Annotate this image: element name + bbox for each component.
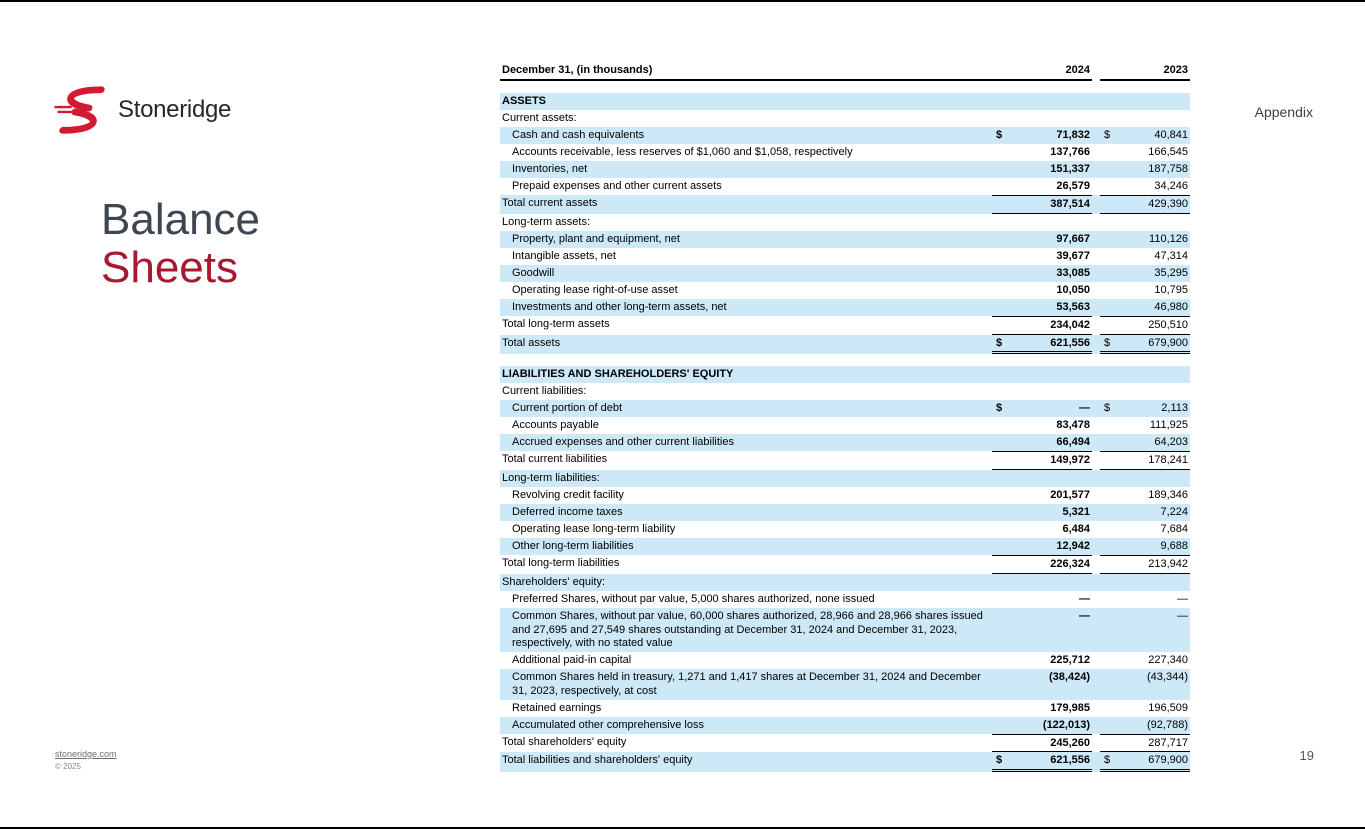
table-row bbox=[500, 231, 1190, 248]
row-label: Property, plant and equipment, net bbox=[512, 232, 680, 245]
column-gap bbox=[1092, 144, 1100, 161]
column-gap bbox=[1092, 335, 1100, 355]
amount: — bbox=[1079, 592, 1090, 605]
title-line-sheets: Sheets bbox=[101, 242, 238, 292]
column-gap bbox=[1092, 434, 1100, 451]
row-value-2023 bbox=[1100, 400, 1190, 417]
table-row bbox=[500, 383, 1190, 400]
row-label: Additional paid-in capital bbox=[512, 654, 632, 666]
table-row bbox=[500, 144, 1190, 161]
amount: 179,985 bbox=[1050, 701, 1090, 714]
row-value-2024 bbox=[992, 608, 1092, 652]
row-label: ASSETS bbox=[502, 95, 547, 107]
column-gap bbox=[1092, 538, 1100, 555]
table-row bbox=[500, 574, 1190, 591]
row-label: Preferred Shares, without par value, 5,000 shares authorized, none issued bbox=[512, 592, 875, 605]
amount: (38,424) bbox=[1049, 671, 1090, 683]
table-header-year-2024: 2024 bbox=[992, 62, 1092, 81]
row-value-2023 bbox=[1100, 161, 1190, 178]
amount: 196,509 bbox=[1148, 701, 1188, 714]
row-value-2024 bbox=[992, 434, 1092, 451]
table-row bbox=[500, 178, 1190, 195]
row-value-2023 bbox=[1100, 555, 1190, 574]
table-header-label: December 31, (in thousands) bbox=[500, 62, 992, 81]
row-value-2023 bbox=[1100, 752, 1190, 772]
row-value-2024 bbox=[992, 282, 1092, 299]
row-label: Prepaid expenses and other current assets bbox=[512, 180, 722, 192]
slide-footer bbox=[55, 748, 117, 773]
amount: (43,344) bbox=[1147, 671, 1188, 683]
amount: 71,832 bbox=[1056, 129, 1090, 141]
column-gap bbox=[1092, 504, 1100, 521]
column-gap bbox=[1092, 451, 1100, 470]
table-row bbox=[500, 434, 1190, 451]
column-gap bbox=[1092, 127, 1100, 144]
row-label: Long-term liabilities: bbox=[502, 472, 600, 484]
row-value-2023 bbox=[1100, 652, 1190, 669]
amount: 35,295 bbox=[1154, 266, 1188, 279]
balance-sheet-table bbox=[500, 62, 1190, 772]
row-value-2024 bbox=[992, 195, 1092, 214]
table-row bbox=[500, 400, 1190, 417]
amount: 12,942 bbox=[1056, 540, 1090, 552]
row-label: Total assets bbox=[502, 336, 561, 349]
row-label: Total long-term liabilities bbox=[502, 557, 620, 569]
brand-name: Stoneridge bbox=[118, 96, 232, 123]
amount: 621,556 bbox=[1050, 336, 1090, 349]
table-row bbox=[500, 700, 1190, 717]
column-gap bbox=[1092, 652, 1100, 669]
amount: (92,788) bbox=[1147, 718, 1188, 731]
amount: 97,667 bbox=[1056, 232, 1090, 245]
row-value-2024 bbox=[992, 214, 1092, 231]
row-label: Goodwill bbox=[512, 266, 555, 279]
amount: 178,241 bbox=[1148, 454, 1188, 467]
table-row bbox=[500, 214, 1190, 231]
row-value-2024 bbox=[992, 591, 1092, 608]
amount: 64,203 bbox=[1154, 436, 1188, 449]
stoneridge-website-link[interactable]: stoneridge.com bbox=[55, 749, 117, 759]
balance-sheet-rows bbox=[500, 93, 1190, 772]
amount: 2,113 bbox=[1161, 402, 1188, 415]
column-gap bbox=[1092, 521, 1100, 538]
amount: 250,510 bbox=[1148, 318, 1188, 331]
row-label: Total long-term assets bbox=[502, 317, 610, 330]
table-row bbox=[500, 717, 1190, 734]
row-value-2023 bbox=[1100, 93, 1190, 110]
table-row bbox=[500, 93, 1190, 110]
column-gap bbox=[1092, 717, 1100, 734]
row-value-2024 bbox=[992, 93, 1092, 110]
amount: 387,514 bbox=[1050, 198, 1090, 210]
amount: (122,013) bbox=[1042, 718, 1090, 731]
row-value-2023 bbox=[1100, 335, 1190, 355]
row-value-2023 bbox=[1100, 178, 1190, 195]
row-label: Long-term assets: bbox=[502, 215, 591, 228]
row-value-2023 bbox=[1100, 487, 1190, 504]
amount: 166,545 bbox=[1148, 146, 1188, 158]
column-gap bbox=[1092, 574, 1100, 591]
currency-symbol: $ bbox=[996, 336, 1003, 349]
row-label: Intangible assets, net bbox=[512, 249, 616, 262]
table-row bbox=[500, 752, 1190, 772]
row-label: Cash and cash equivalents bbox=[512, 129, 645, 141]
row-value-2023 bbox=[1100, 591, 1190, 608]
copyright-text: © 2025 bbox=[55, 762, 81, 772]
section-spacer bbox=[500, 354, 1190, 366]
header-spacer bbox=[500, 81, 1190, 93]
amount: 7,684 bbox=[1160, 523, 1188, 535]
row-value-2024 bbox=[992, 652, 1092, 669]
table-row bbox=[500, 248, 1190, 265]
row-label: Accumulated other comprehensive loss bbox=[512, 718, 704, 731]
table-row bbox=[500, 652, 1190, 669]
row-value-2023 bbox=[1100, 231, 1190, 248]
amount: 137,766 bbox=[1050, 146, 1090, 158]
row-value-2024 bbox=[992, 178, 1092, 195]
amount: 679,900 bbox=[1148, 754, 1188, 767]
table-row bbox=[500, 335, 1190, 355]
amount: 46,980 bbox=[1154, 300, 1188, 313]
amount: 7,224 bbox=[1160, 506, 1188, 518]
row-value-2024 bbox=[992, 487, 1092, 504]
row-value-2024 bbox=[992, 521, 1092, 538]
column-gap bbox=[1092, 752, 1100, 772]
row-value-2024 bbox=[992, 417, 1092, 434]
amount: 189,346 bbox=[1148, 489, 1188, 501]
amount: 110,126 bbox=[1149, 232, 1188, 245]
table-row bbox=[500, 521, 1190, 538]
row-value-2024 bbox=[992, 316, 1092, 335]
row-value-2023 bbox=[1100, 538, 1190, 555]
stoneridge-logo bbox=[52, 82, 231, 138]
stoneridge-swoosh-icon bbox=[52, 82, 114, 138]
amount: 234,042 bbox=[1050, 318, 1090, 331]
column-gap bbox=[1092, 400, 1100, 417]
table-row bbox=[500, 161, 1190, 178]
row-label: Accounts receivable, less reserves of $1,060 and $1,058, respectively bbox=[512, 146, 853, 158]
column-gap bbox=[1092, 470, 1100, 487]
row-label: Inventories, net bbox=[512, 163, 588, 175]
column-gap bbox=[1092, 110, 1100, 127]
column-gap bbox=[1092, 734, 1100, 753]
table-row bbox=[500, 366, 1190, 383]
amount: 33,085 bbox=[1056, 266, 1090, 279]
row-value-2024 bbox=[992, 366, 1092, 383]
column-gap bbox=[1092, 231, 1100, 248]
amount: 34,246 bbox=[1154, 180, 1188, 192]
amount: 53,563 bbox=[1056, 300, 1090, 313]
table-row bbox=[500, 127, 1190, 144]
row-label: Current assets: bbox=[502, 112, 577, 124]
column-gap bbox=[1092, 487, 1100, 504]
row-value-2024 bbox=[992, 110, 1092, 127]
amount: 26,579 bbox=[1056, 180, 1090, 192]
row-value-2024 bbox=[992, 734, 1092, 753]
amount: — bbox=[1079, 609, 1090, 622]
title-line-balance: Balance bbox=[101, 195, 261, 244]
row-label: Shareholders' equity: bbox=[502, 575, 605, 588]
column-gap bbox=[1092, 366, 1100, 383]
amount: 227,340 bbox=[1148, 654, 1188, 666]
row-value-2023 bbox=[1100, 299, 1190, 316]
row-value-2024 bbox=[992, 265, 1092, 282]
amount: 5,321 bbox=[1062, 506, 1090, 518]
table-row bbox=[500, 669, 1190, 700]
row-value-2023 bbox=[1100, 434, 1190, 451]
row-label: Total liabilities and shareholders' equity bbox=[502, 754, 693, 767]
row-value-2023 bbox=[1100, 417, 1190, 434]
row-value-2024 bbox=[992, 231, 1092, 248]
table-row bbox=[500, 299, 1190, 316]
row-value-2024 bbox=[992, 717, 1092, 734]
column-gap bbox=[1092, 282, 1100, 299]
currency-symbol: $ bbox=[1104, 336, 1111, 349]
table-row bbox=[500, 591, 1190, 608]
row-value-2023 bbox=[1100, 316, 1190, 335]
column-gap bbox=[1092, 161, 1100, 178]
row-label: Total current liabilities bbox=[502, 453, 608, 466]
amount: 225,712 bbox=[1050, 654, 1090, 666]
row-label: Accounts payable bbox=[512, 419, 599, 432]
row-label: Current portion of debt bbox=[512, 402, 623, 415]
amount: 6,484 bbox=[1062, 523, 1090, 535]
row-value-2024 bbox=[992, 669, 1092, 700]
row-value-2023 bbox=[1100, 700, 1190, 717]
column-gap bbox=[1092, 608, 1100, 652]
table-row bbox=[500, 282, 1190, 299]
currency-symbol: $ bbox=[1104, 129, 1111, 141]
row-value-2024 bbox=[992, 555, 1092, 574]
row-value-2023 bbox=[1100, 608, 1190, 652]
amount: 83,478 bbox=[1056, 419, 1090, 432]
amount: 679,900 bbox=[1148, 336, 1188, 349]
row-value-2023 bbox=[1100, 574, 1190, 591]
row-value-2024 bbox=[992, 335, 1092, 355]
row-value-2023 bbox=[1100, 110, 1190, 127]
row-label: Deferred income taxes bbox=[512, 506, 623, 518]
page-number: 19 bbox=[1299, 748, 1314, 763]
column-gap bbox=[1092, 669, 1100, 700]
appendix-label: Appendix bbox=[1254, 104, 1313, 120]
table-row bbox=[500, 265, 1190, 282]
table-header-row bbox=[500, 62, 1190, 81]
table-row bbox=[500, 538, 1190, 555]
table-row bbox=[500, 555, 1190, 574]
column-gap bbox=[1092, 265, 1100, 282]
column-gap bbox=[1092, 195, 1100, 214]
amount: 149,972 bbox=[1050, 454, 1090, 467]
amount: 151,337 bbox=[1050, 163, 1090, 175]
column-gap bbox=[1092, 383, 1100, 400]
row-value-2024 bbox=[992, 144, 1092, 161]
row-value-2024 bbox=[992, 451, 1092, 470]
amount: 10,795 bbox=[1154, 283, 1188, 296]
row-value-2023 bbox=[1100, 195, 1190, 214]
row-label: LIABILITIES AND SHAREHOLDERS' EQUITY bbox=[502, 368, 734, 381]
table-row bbox=[500, 195, 1190, 214]
row-value-2023 bbox=[1100, 282, 1190, 299]
row-value-2023 bbox=[1100, 669, 1190, 700]
row-label: Common Shares, without par value, 60,000 shares authorized, 28,966 and 28,966 shares issued and 27,695 and 27,549 shares outstanding at December 31, 2024 and December 31, 2023, respectively, with no stated value bbox=[512, 609, 983, 650]
row-value-2023 bbox=[1100, 470, 1190, 487]
row-label: Current liabilities: bbox=[502, 385, 587, 398]
row-value-2024 bbox=[992, 504, 1092, 521]
row-label: Investments and other long-term assets, net bbox=[512, 300, 727, 313]
row-label: Total shareholders' equity bbox=[502, 735, 627, 748]
row-value-2023 bbox=[1100, 717, 1190, 734]
amount: 111,925 bbox=[1149, 419, 1188, 432]
currency-symbol: $ bbox=[996, 402, 1003, 415]
row-value-2023 bbox=[1100, 144, 1190, 161]
row-label: Operating lease right-of-use asset bbox=[512, 283, 678, 296]
amount: 39,677 bbox=[1056, 249, 1090, 262]
amount: — bbox=[1079, 402, 1090, 415]
row-label: Other long-term liabilities bbox=[512, 540, 634, 552]
row-value-2023 bbox=[1100, 521, 1190, 538]
table-row bbox=[500, 451, 1190, 470]
row-value-2024 bbox=[992, 574, 1092, 591]
row-value-2023 bbox=[1100, 451, 1190, 470]
currency-symbol: $ bbox=[1104, 402, 1111, 415]
row-label: Revolving credit facility bbox=[512, 489, 624, 501]
table-row bbox=[500, 417, 1190, 434]
row-value-2023 bbox=[1100, 127, 1190, 144]
currency-symbol: $ bbox=[996, 129, 1003, 141]
column-gap bbox=[1092, 417, 1100, 434]
amount: 245,260 bbox=[1050, 736, 1090, 749]
amount: 187,758 bbox=[1148, 163, 1188, 175]
amount: 40,841 bbox=[1154, 129, 1188, 141]
row-value-2024 bbox=[992, 400, 1092, 417]
currency-symbol: $ bbox=[996, 754, 1003, 767]
amount: 226,324 bbox=[1050, 558, 1090, 570]
row-value-2024 bbox=[992, 700, 1092, 717]
amount: 429,390 bbox=[1148, 198, 1188, 210]
column-gap bbox=[1092, 93, 1100, 110]
amount: 621,556 bbox=[1050, 754, 1090, 767]
row-label: Retained earnings bbox=[512, 701, 602, 714]
row-value-2023 bbox=[1100, 265, 1190, 282]
amount: 213,942 bbox=[1148, 558, 1188, 570]
table-row bbox=[500, 734, 1190, 753]
table-row bbox=[500, 110, 1190, 127]
column-gap bbox=[1092, 248, 1100, 265]
row-value-2024 bbox=[992, 752, 1092, 772]
amount: 201,577 bbox=[1050, 489, 1090, 501]
currency-symbol: $ bbox=[1104, 754, 1111, 767]
row-value-2023 bbox=[1100, 383, 1190, 400]
column-gap bbox=[1092, 178, 1100, 195]
table-row bbox=[500, 487, 1190, 504]
table-row bbox=[500, 316, 1190, 335]
column-gap bbox=[1092, 700, 1100, 717]
column-gap bbox=[1092, 299, 1100, 316]
slide-title bbox=[101, 196, 260, 291]
column-gap bbox=[1092, 62, 1100, 81]
row-label: Operating lease long-term liability bbox=[512, 523, 676, 535]
table-header-year-2023: 2023 bbox=[1100, 62, 1190, 81]
row-value-2024 bbox=[992, 538, 1092, 555]
row-label: Accrued expenses and other current liabilities bbox=[512, 436, 734, 449]
row-label: Total current assets bbox=[502, 197, 598, 209]
table-row bbox=[500, 470, 1190, 487]
amount: — bbox=[1177, 609, 1188, 622]
row-value-2023 bbox=[1100, 366, 1190, 383]
row-value-2024 bbox=[992, 161, 1092, 178]
amount: 66,494 bbox=[1056, 436, 1090, 449]
slide-edge-top bbox=[0, 0, 1365, 2]
table-row bbox=[500, 608, 1190, 652]
table-row bbox=[500, 504, 1190, 521]
row-value-2024 bbox=[992, 127, 1092, 144]
column-gap bbox=[1092, 555, 1100, 574]
row-value-2023 bbox=[1100, 214, 1190, 231]
row-value-2024 bbox=[992, 383, 1092, 400]
row-value-2023 bbox=[1100, 734, 1190, 753]
row-value-2024 bbox=[992, 248, 1092, 265]
amount: 9,688 bbox=[1160, 540, 1188, 552]
column-gap bbox=[1092, 214, 1100, 231]
amount: 10,050 bbox=[1056, 283, 1090, 296]
row-value-2024 bbox=[992, 470, 1092, 487]
column-gap bbox=[1092, 316, 1100, 335]
amount: 287,717 bbox=[1148, 736, 1188, 749]
amount: 47,314 bbox=[1154, 249, 1188, 262]
amount: — bbox=[1177, 592, 1188, 605]
row-value-2023 bbox=[1100, 504, 1190, 521]
column-gap bbox=[1092, 591, 1100, 608]
row-value-2023 bbox=[1100, 248, 1190, 265]
row-value-2024 bbox=[992, 299, 1092, 316]
row-label: Common Shares held in treasury, 1,271 and 1,417 shares at December 31, 2024 and December 31, 2023, respectively, at cost bbox=[512, 671, 981, 697]
